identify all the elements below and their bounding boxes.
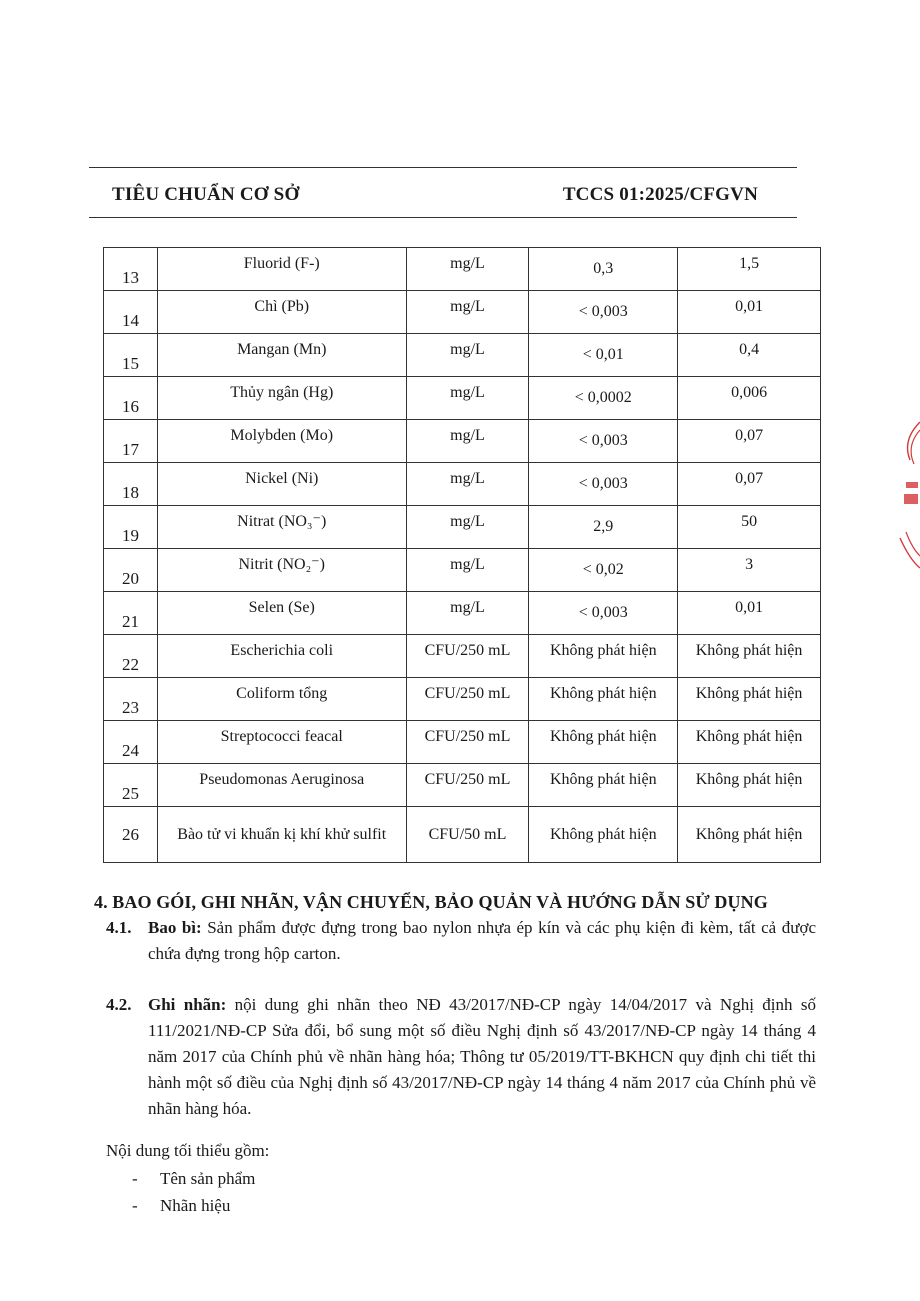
unit-cell: mg/L <box>406 592 529 635</box>
row-number-cell: 13 <box>104 248 158 291</box>
table-row <box>104 807 821 863</box>
table-row <box>104 592 821 635</box>
unit-cell: mg/L <box>406 420 529 463</box>
section-4-2-text: nội dung ghi nhãn theo NĐ 43/2017/NĐ-CP ngày 14/04/2017 và Nghị định số 111/2021/NĐ-CP Sửa đổi, bổ sung một số điều Nghị định số 43/2017/NĐ-CP ngày 14 tháng 4 năm 2017 của Chính phủ về nhãn hàng hóa; Thông tư 05/2019/TT-BKHCN quy định chi tiết thi hành một số điều của Nghị định số 43/2017/NĐ-CP ngày 14 tháng 4 năm 2017 của Chính phủ về nhãn hàng hóa. <box>148 995 816 1118</box>
result-cell: Không phát hiện <box>529 721 678 764</box>
unit-cell: CFU/50 mL <box>406 807 529 863</box>
section-4-2-number: 4.2. <box>106 995 132 1014</box>
min-content-label: Nội dung tối thiểu gồm: <box>106 1141 270 1160</box>
row-number-cell: 15 <box>104 334 158 377</box>
row-number-cell: 14 <box>104 291 158 334</box>
row-number-cell: 26 <box>104 807 158 863</box>
row-number-cell: 18 <box>104 463 158 506</box>
header-left-title: TIÊU CHUẨN CƠ SỞ <box>112 184 300 205</box>
unit-cell: CFU/250 mL <box>406 635 529 678</box>
parameter-name-cell: Streptococci feacal <box>157 721 406 764</box>
parameter-name-cell: Mangan (Mn) <box>157 334 406 377</box>
header-bottom-rule <box>89 217 797 218</box>
result-cell: Không phát hiện <box>529 764 678 807</box>
row-number-cell: 23 <box>104 678 158 721</box>
parameter-name-cell: Bào tử vi khuẩn kị khí khử sulfit <box>157 807 406 863</box>
limit-cell: Không phát hiện <box>678 635 821 678</box>
result-cell: 0,3 <box>529 248 678 291</box>
parameter-name-cell: Selen (Se) <box>157 592 406 635</box>
row-number-cell: 21 <box>104 592 158 635</box>
result-cell: 2,9 <box>529 506 678 549</box>
unit-cell: CFU/250 mL <box>406 678 529 721</box>
parameter-name-cell: Pseudomonas Aeruginosa <box>157 764 406 807</box>
table-row <box>104 764 821 807</box>
table-row <box>104 635 821 678</box>
table-row <box>104 506 821 549</box>
limit-cell: Không phát hiện <box>678 764 821 807</box>
row-number-cell: 20 <box>104 549 158 592</box>
table-row <box>104 420 821 463</box>
section-4-1-label: Bao bì: <box>148 918 202 937</box>
result-cell: Không phát hiện <box>529 635 678 678</box>
limit-cell: 0,07 <box>678 463 821 506</box>
parameter-name-cell: Nitrit (NO₂⁻) <box>157 549 406 592</box>
result-cell: < 0,003 <box>529 291 678 334</box>
min-content-list <box>132 1165 255 1219</box>
unit-cell: mg/L <box>406 506 529 549</box>
table-row <box>104 291 821 334</box>
limit-cell: Không phát hiện <box>678 721 821 764</box>
list-item: - Nhãn hiệu <box>132 1196 231 1215</box>
parameter-name-cell: Thủy ngân (Hg) <box>157 377 406 420</box>
result-cell: < 0,003 <box>529 420 678 463</box>
table-row <box>104 334 821 377</box>
specification-table <box>103 247 821 863</box>
parameter-name-cell: Molybden (Mo) <box>157 420 406 463</box>
parameter-name-cell: Escherichia coli <box>157 635 406 678</box>
unit-cell: CFU/250 mL <box>406 721 529 764</box>
result-cell: < 0,003 <box>529 463 678 506</box>
limit-cell: 1,5 <box>678 248 821 291</box>
unit-cell: mg/L <box>406 334 529 377</box>
parameter-name-cell: Nitrat (NO₃⁻) <box>157 506 406 549</box>
unit-cell: mg/L <box>406 463 529 506</box>
section-4-1-text: Sản phẩm được đựng trong bao nylon nhựa ép kín và các phụ kiện đi kèm, tất cả được chứa đựng trong hộp carton. <box>148 918 816 963</box>
limit-cell: Không phát hiện <box>678 807 821 863</box>
header-right-code: TCCS 01:2025/CFGVN <box>562 184 758 205</box>
row-number-cell: 16 <box>104 377 158 420</box>
parameter-name-cell: Chì (Pb) <box>157 291 406 334</box>
result-cell: < 0,02 <box>529 549 678 592</box>
header-top-rule <box>89 167 797 168</box>
row-number-cell: 22 <box>104 635 158 678</box>
limit-cell: 0,01 <box>678 291 821 334</box>
row-number-cell: 17 <box>104 420 158 463</box>
list-item-text: Tên sản phẩm <box>160 1169 256 1188</box>
limit-cell: 0,4 <box>678 334 821 377</box>
table-row <box>104 549 821 592</box>
red-stamp-fragment <box>896 420 920 570</box>
table-row <box>104 377 821 420</box>
section-4-1 <box>106 915 816 967</box>
table-row <box>104 248 821 291</box>
section-4-2-label: Ghi nhãn: <box>148 995 227 1014</box>
limit-cell: Không phát hiện <box>678 678 821 721</box>
section-4-1-number: 4.1. <box>106 918 132 937</box>
limit-cell: 3 <box>678 549 821 592</box>
table-row <box>104 721 821 764</box>
section-4-title: 4. BAO GÓI, GHI NHÃN, VẬN CHUYỂN, BẢO QUẢN VÀ HƯỚNG DẪN SỬ DỤNG <box>94 892 768 912</box>
result-cell: < 0,0002 <box>529 377 678 420</box>
parameter-name-cell: Nickel (Ni) <box>157 463 406 506</box>
section-4-2 <box>106 992 816 1122</box>
result-cell: Không phát hiện <box>529 678 678 721</box>
unit-cell: mg/L <box>406 291 529 334</box>
table-row <box>104 463 821 506</box>
result-cell: < 0,003 <box>529 592 678 635</box>
list-item-text: Nhãn hiệu <box>160 1196 231 1215</box>
unit-cell: CFU/250 mL <box>406 764 529 807</box>
list-item: - Tên sản phẩm <box>132 1169 256 1188</box>
unit-cell: mg/L <box>406 377 529 420</box>
limit-cell: 50 <box>678 506 821 549</box>
unit-cell: mg/L <box>406 549 529 592</box>
row-number-cell: 24 <box>104 721 158 764</box>
limit-cell: 0,006 <box>678 377 821 420</box>
row-number-cell: 19 <box>104 506 158 549</box>
limit-cell: 0,01 <box>678 592 821 635</box>
row-number-cell: 25 <box>104 764 158 807</box>
table-row <box>104 678 821 721</box>
result-cell: < 0,01 <box>529 334 678 377</box>
result-cell: Không phát hiện <box>529 807 678 863</box>
unit-cell: mg/L <box>406 248 529 291</box>
parameter-name-cell: Fluorid (F-) <box>157 248 406 291</box>
limit-cell: 0,07 <box>678 420 821 463</box>
parameter-name-cell: Coliform tổng <box>157 678 406 721</box>
